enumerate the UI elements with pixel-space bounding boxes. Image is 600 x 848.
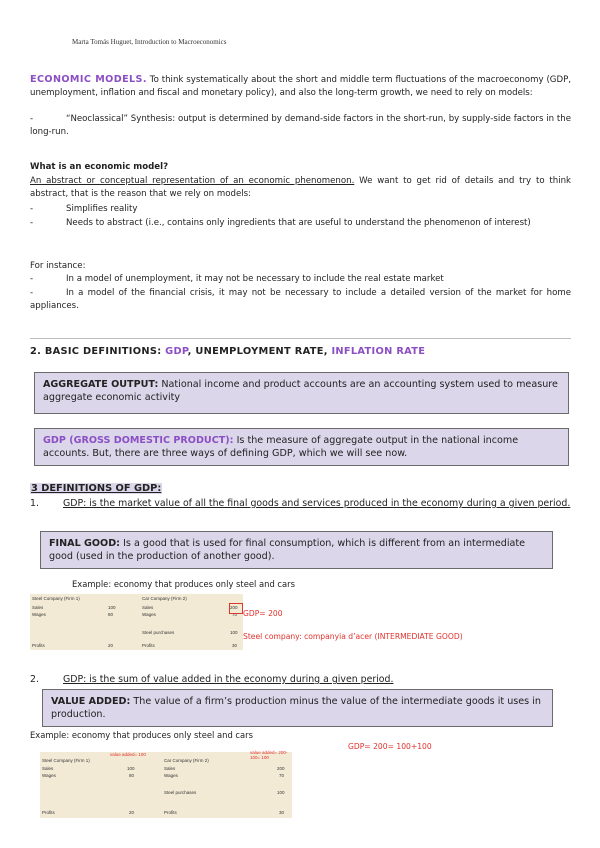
page-header: Marta Tomás Huguet, Introduction to Macroeconomics [72, 38, 227, 46]
model-definition-rest: We want to get rid of details and try to think abstract, that is the reason that we rely on models: [30, 176, 572, 199]
value-added-term: VALUE ADDED: [51, 696, 131, 707]
example1-steel-note: Steel company: companyia d’acer (INTERMEDIATE GOOD) [243, 632, 463, 641]
highlight-sales-box [229, 603, 243, 614]
unemployment-term: UNEMPLOYMENT RATE [195, 346, 324, 357]
example2-caption: Example: economy that produces only steel and cars [30, 730, 253, 740]
example2-steel-table: Steel Company (Firm 1) Sales 100 Wages 80 Profits 20 value added= 100 [40, 752, 292, 818]
what-is-item-1: - Simplifies reality [30, 204, 138, 214]
econ-models-bullet: - “Neoclassical” Synthesis: output is determined by demand-side factors in the short-run, by supply-side factors in the long-run. [30, 114, 571, 137]
definition-1: 1. GDP: is the market value of all the final goods and services produced in the economy during a given period. [30, 498, 571, 509]
model-definition: An abstract or conceptual representation of an economic phenomenon. [30, 176, 355, 186]
value-added-label-1: value added= 100 [110, 752, 146, 757]
for-instance-item-1: - In a model of unemployment, it may not be necessary to include the real estate market [30, 274, 444, 284]
definition-2: 2. GDP: is the sum of value added in the economy during a given period. [30, 674, 394, 685]
value-added-label-2: value added= 200-100= 100 [250, 750, 288, 760]
for-instance-item-2: - In a model of the financial crisis, it may not be necessary to include a detailed version of the market for home appliances. [30, 288, 571, 311]
gdp-definition-box [34, 428, 569, 466]
final-good-term: FINAL GOOD: [49, 538, 121, 549]
aggregate-output-box [34, 372, 569, 414]
table-title: Car Company (Firm 2) [142, 596, 187, 601]
gdp-text: Is the measure of aggregate output in the national income accounts. But, there are three ways of defining GDP, which we will see now. [43, 435, 519, 459]
table-title: Steel Company (Firm 1) [42, 758, 90, 763]
value-added-text: The value of a firm’s production minus the value of the intermediate goods it uses in production. [51, 696, 541, 720]
section-divider [30, 338, 571, 339]
example2-gdp-note: GDP= 200= 100+100 [348, 742, 432, 751]
example1-gdp-note: GDP= 200 [243, 609, 283, 618]
neoclassical-bullet: “Neoclassical” Synthesis: output is determined by demand-side factors in the short-run, by supply-side factors in the long-run. [30, 114, 571, 137]
example1-caption: Example: economy that produces only steel and cars [72, 579, 295, 589]
table-title: Car Company (Firm 2) [164, 758, 209, 763]
for-instance-label: For instance: [30, 261, 86, 271]
what-is-item-2: - Needs to abstract (i.e., contains only ingredients that are useful to understand the phenomenon of interest) [30, 218, 531, 228]
what-is-paragraph [30, 175, 571, 201]
econ-models-intro: To think systematically about the short and middle term fluctuations of the macroeconomy (GDP, unemployment, inflation and fiscal and monetary policy), and also the long-term growth, we need to rely on models: [30, 75, 571, 98]
gdp-link: GDP [165, 346, 188, 357]
inflation-term: INFLATION RATE [331, 346, 426, 357]
what-is-heading: What is an economic model? [30, 162, 169, 172]
example1-car-table: Car Company (Firm 2) Sales 200 Wages 70 Steel purchases 100 Profits 30 [140, 594, 243, 650]
value-added-box [42, 689, 553, 727]
final-good-box [40, 531, 553, 569]
table-title: Steel Company (Firm 1) [32, 596, 80, 601]
example2-car-table: Car Company (Firm 2) Sales 200 Wages 70 Steel purchases 100 Profits 30 value added= 200-100= 100 [162, 752, 292, 818]
aggregate-output-text: National income and product accounts are an accounting system used to measure aggregate economic activity [43, 379, 558, 403]
section2-heading: 2. BASIC DEFINITIONS: GDP, UNEMPLOYMENT RATE, INFLATION RATE [30, 346, 426, 357]
example1-steel-table: Steel Company (Firm 1) Sales 100 Wages 80 Profits 20 [30, 594, 243, 650]
three-definitions-heading: 3 DEFINITIONS OF GDP: [31, 483, 162, 494]
econ-models-paragraph [30, 73, 571, 100]
aggregate-output-term: AGGREGATE OUTPUT: [43, 379, 159, 390]
final-good-text: Is a good that is used for final consumption, which is different from an intermediate good (used in the production of another good). [49, 538, 526, 562]
gdp-term: GDP (GROSS DOMESTIC PRODUCT): [43, 435, 234, 446]
econ-models-heading: ECONOMIC MODELS. [30, 74, 147, 85]
